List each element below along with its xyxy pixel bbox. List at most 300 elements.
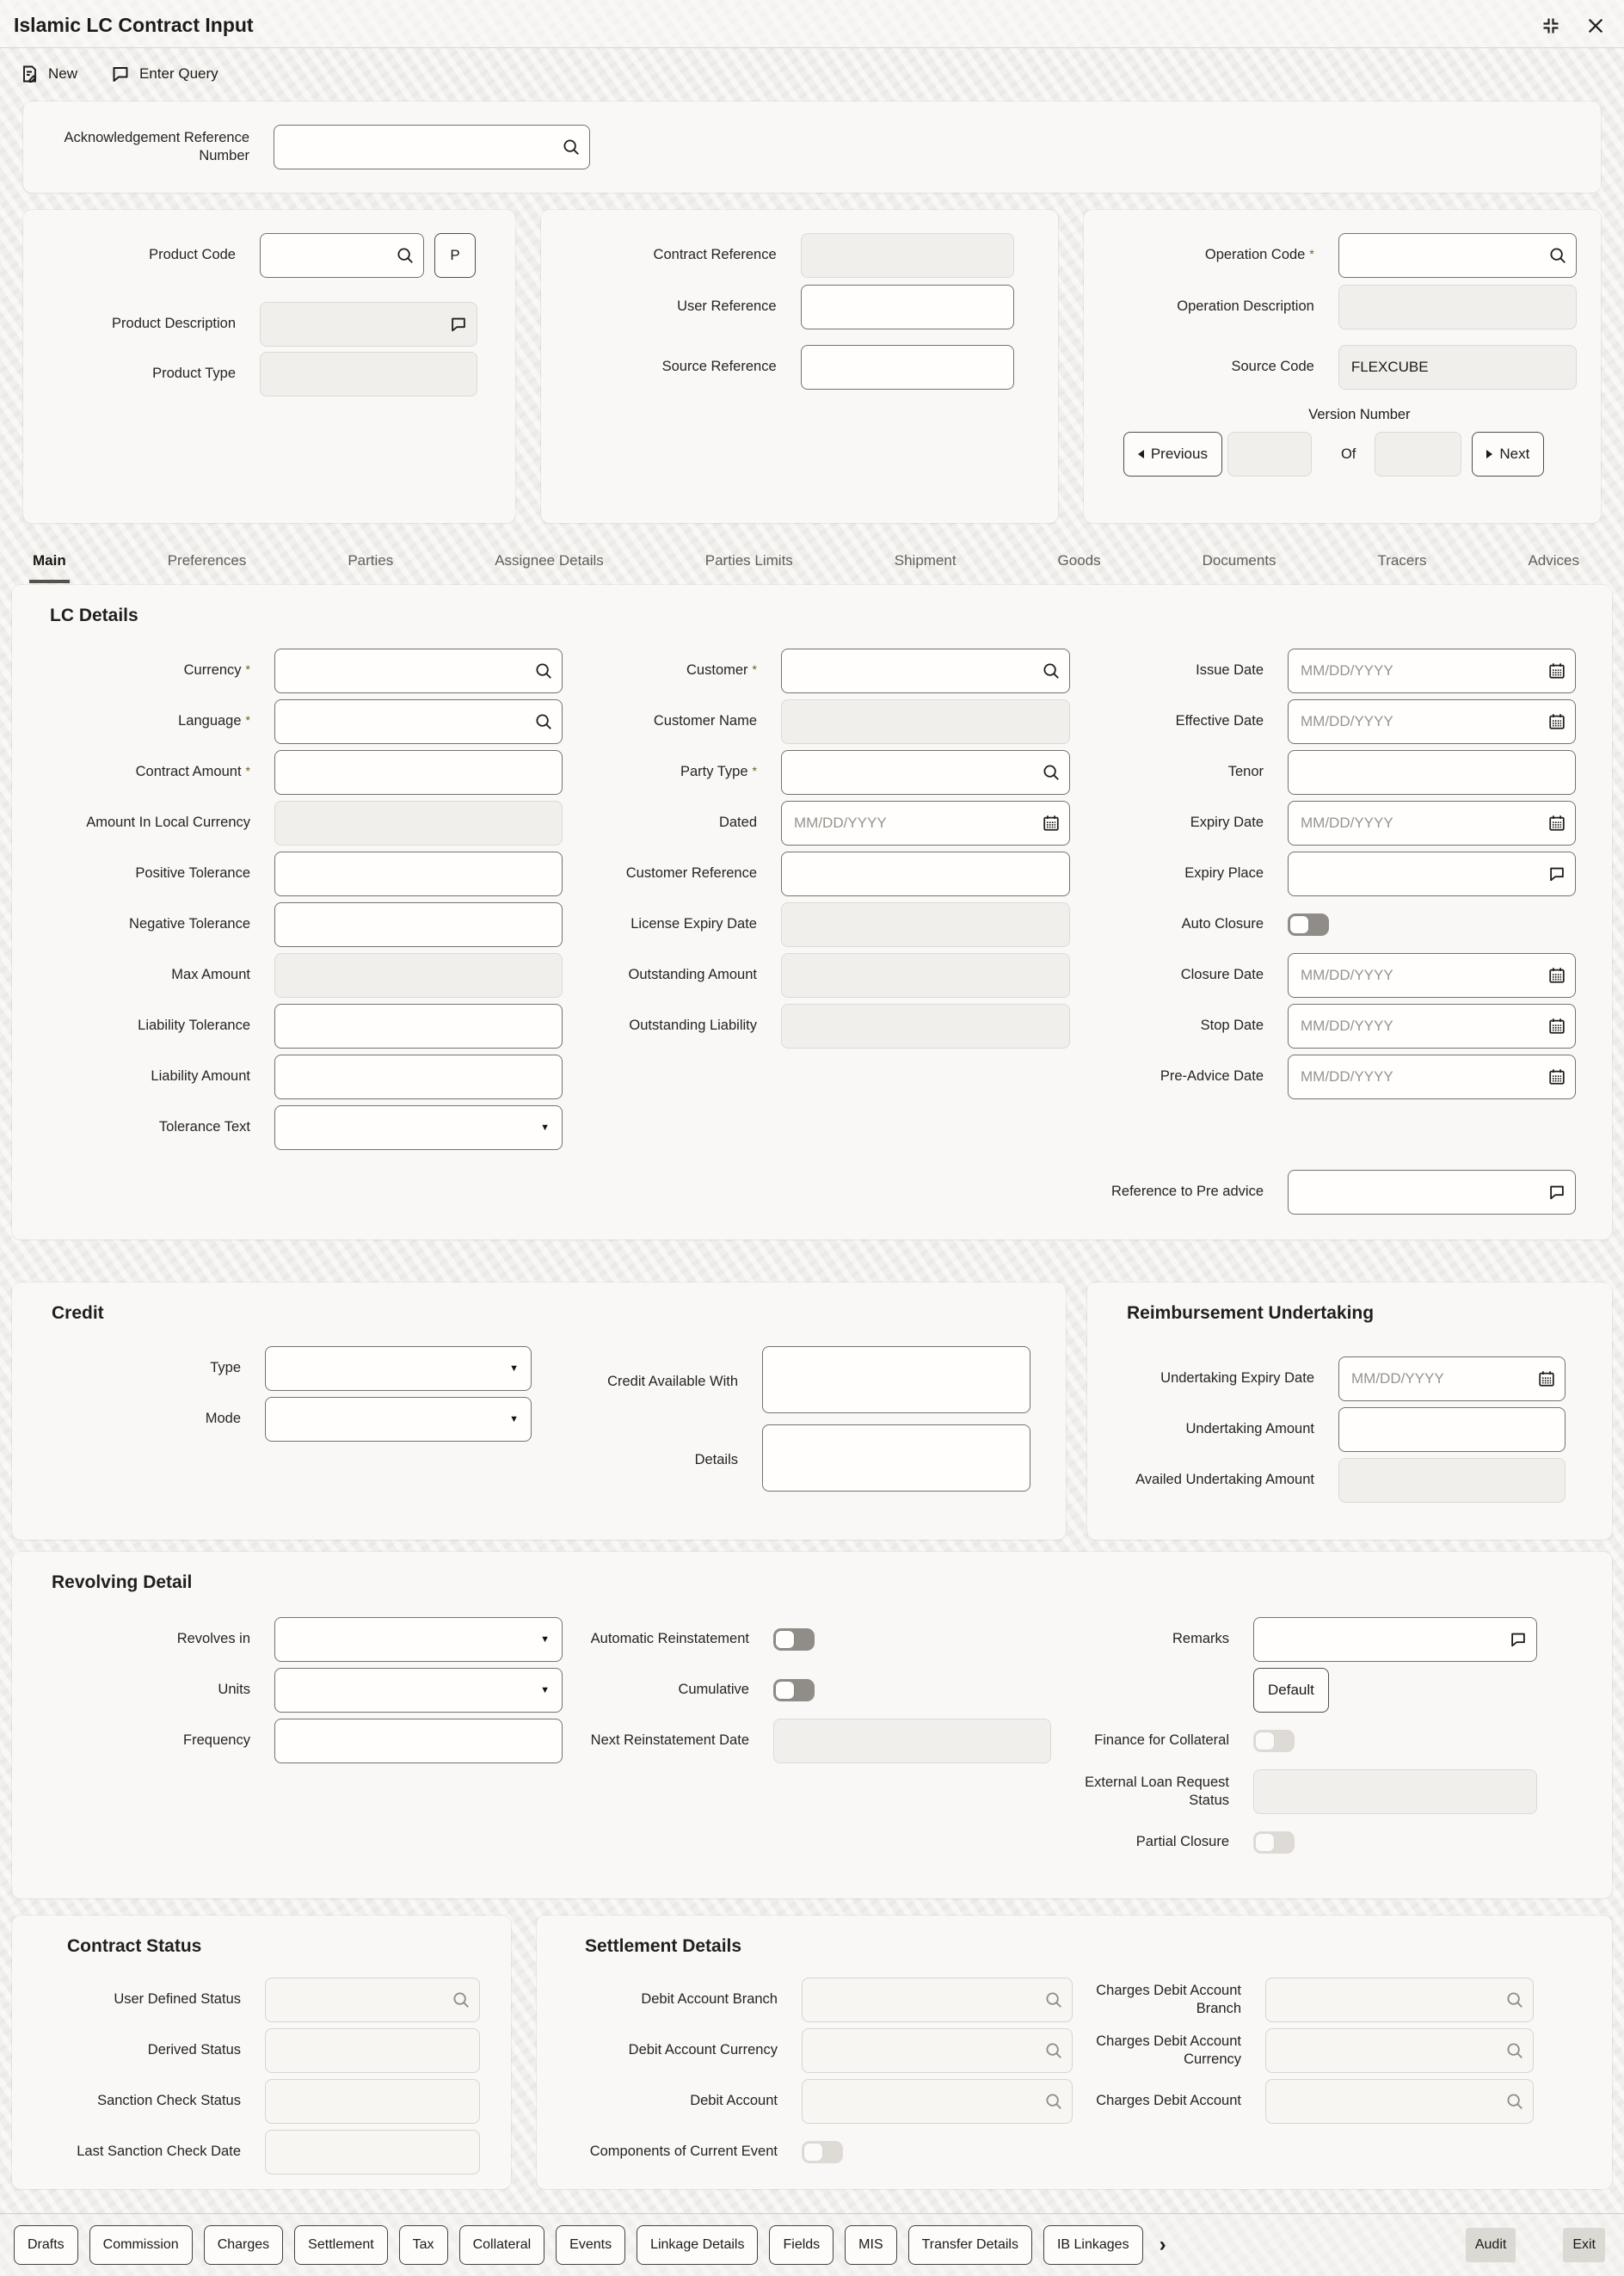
- calendar-icon[interactable]: [1547, 966, 1566, 985]
- product-card: [23, 210, 515, 523]
- field-outstanding-liability: [563, 1004, 1070, 1049]
- tolerance-text-select[interactable]: [274, 1105, 563, 1150]
- required-marker: *: [752, 764, 757, 778]
- undertaking-amount-label: Undertaking Amount: [1185, 1421, 1314, 1437]
- lc-details-heading: LC Details: [50, 606, 138, 625]
- field-last-sanction-check-date: [12, 2130, 511, 2175]
- customer-label-text: Customer: [686, 662, 748, 679]
- components-current-event-toggle: [802, 2141, 843, 2163]
- linkage-details-button[interactable]: Linkage Details: [637, 2225, 758, 2265]
- tax-button[interactable]: Tax: [399, 2225, 448, 2265]
- party-type-input[interactable]: [781, 750, 1070, 795]
- contract-amount-label-text: Contract Amount: [135, 764, 242, 780]
- action-toolbar: [0, 48, 1624, 96]
- revolving-detail-card: [12, 1552, 1612, 1898]
- field-product-type: [23, 352, 515, 397]
- debit-account-currency-input: [802, 2028, 1073, 2073]
- liability-amount-label: Liability Amount: [151, 1068, 250, 1085]
- cumulative-toggle[interactable]: [773, 1679, 815, 1701]
- charges-debit-account-branch-input: [1265, 1978, 1534, 2022]
- user-defined-status-label: User Defined Status: [114, 1991, 241, 2008]
- currency-input[interactable]: [274, 649, 563, 693]
- calendar-icon[interactable]: [1547, 1017, 1566, 1036]
- outstanding-amount-label: Outstanding Amount: [628, 967, 757, 983]
- search-icon[interactable]: [534, 661, 553, 680]
- language-label-text: Language: [178, 713, 242, 729]
- search-icon: [1505, 1990, 1524, 2009]
- field-undertaking-amount: [1087, 1407, 1612, 1452]
- settlement-column-1: [537, 1978, 1073, 2181]
- charges-debit-account-currency-label: Charges Debit Account Currency: [1096, 2033, 1241, 2067]
- tab-preferences[interactable]: Preferences: [167, 552, 247, 569]
- field-language: [12, 699, 563, 744]
- operation-description-label: Operation Description: [1177, 298, 1314, 315]
- customer-name-label: Customer Name: [653, 713, 757, 729]
- credit-available-with-label: Credit Available With: [607, 1373, 738, 1389]
- field-debit-account: [537, 2079, 1073, 2124]
- enter-query-button[interactable]: [110, 64, 218, 84]
- field-stop-date: [1070, 1004, 1576, 1049]
- credit-details-textarea[interactable]: [762, 1424, 1030, 1492]
- contract-reference-label: Contract Reference: [653, 247, 777, 263]
- field-availed-undertaking-amount: [1087, 1458, 1612, 1503]
- charges-debit-account-currency-input: [1265, 2028, 1534, 2073]
- credit-available-with-textarea[interactable]: [762, 1346, 1030, 1413]
- field-pre-advice-date: [1070, 1055, 1576, 1099]
- stop-date-label: Stop Date: [1200, 1018, 1264, 1034]
- last-sanction-check-date-label: Last Sanction Check Date: [77, 2144, 241, 2160]
- field-license-expiry-date: [563, 902, 1070, 947]
- chevron-down-icon[interactable]: ▼: [509, 1363, 519, 1374]
- lc-column-2: [563, 649, 1070, 1055]
- field-derived-status: [12, 2028, 511, 2073]
- calendar-icon[interactable]: [1042, 814, 1061, 833]
- remarks-label: Remarks: [1172, 1631, 1229, 1647]
- stop-date-input[interactable]: [1288, 1004, 1576, 1049]
- customer-reference-input[interactable]: [781, 852, 1070, 896]
- field-credit-type: [12, 1346, 532, 1391]
- chevron-right-icon[interactable]: ›: [1159, 2233, 1166, 2256]
- pre-advice-date-input[interactable]: [1288, 1055, 1576, 1099]
- search-icon: [1505, 2041, 1524, 2060]
- ib-linkages-button[interactable]: IB Linkages: [1043, 2225, 1143, 2265]
- version-of-label: Of: [1340, 446, 1356, 462]
- form-body: [0, 101, 1624, 2213]
- product-description-label: Product Description: [112, 316, 236, 332]
- currency-label-text: Currency: [183, 662, 242, 679]
- party-type-label-text: Party Type: [680, 764, 748, 780]
- user-defined-status-input: [265, 1978, 480, 2022]
- language-input[interactable]: [274, 699, 563, 744]
- field-debit-account-branch: [537, 1978, 1073, 2022]
- operation-code-input[interactable]: [1338, 233, 1577, 278]
- max-amount-label: Max Amount: [171, 967, 250, 983]
- product-description-input: [260, 302, 477, 347]
- tab-advices[interactable]: Advices: [1528, 552, 1579, 569]
- field-charges-debit-account-currency: [1079, 2028, 1534, 2073]
- field-positive-tolerance: [12, 852, 563, 896]
- restore-window-icon[interactable]: [1540, 15, 1562, 37]
- audit-button[interactable]: Audit: [1466, 2228, 1516, 2262]
- credit-details-label: Details: [694, 1451, 738, 1467]
- tenor-label: Tenor: [1227, 764, 1264, 780]
- lc-column-3: [1070, 649, 1576, 1221]
- last-sanction-check-date-input: [265, 2130, 480, 2175]
- cumulative-label: Cumulative: [678, 1682, 749, 1698]
- bottom-action-bar: [0, 2213, 1624, 2276]
- language-label: [12, 712, 274, 730]
- license-expiry-date-label: License Expiry Date: [631, 916, 757, 932]
- field-outstanding-amount: [563, 953, 1070, 998]
- chevron-down-icon[interactable]: ▼: [540, 1685, 550, 1695]
- issue-date-label: Issue Date: [1196, 662, 1264, 679]
- automatic-reinstatement-label: Automatic Reinstatement: [590, 1631, 749, 1647]
- credit-heading: Credit: [52, 1303, 104, 1323]
- search-icon[interactable]: [1042, 763, 1061, 782]
- chevron-down-icon[interactable]: ▼: [540, 1634, 550, 1645]
- field-operation-description: [1084, 285, 1601, 329]
- tab-documents[interactable]: Documents: [1202, 552, 1276, 569]
- calendar-icon[interactable]: [1547, 712, 1566, 731]
- drafts-button[interactable]: Drafts: [14, 2225, 78, 2265]
- settlement-details-card: [537, 1916, 1612, 2189]
- field-dated: [563, 801, 1070, 846]
- debit-account-currency-label: Debit Account Currency: [628, 2042, 778, 2058]
- field-revolves-in: [12, 1617, 563, 1662]
- debit-account-branch-label: Debit Account Branch: [641, 1991, 778, 2008]
- credit-card: [12, 1283, 1066, 1540]
- field-components-current-event: [537, 2130, 1073, 2175]
- ack-reference-label: Acknowledgement Reference Number: [64, 129, 249, 163]
- field-customer-name: [563, 699, 1070, 744]
- required-marker: *: [245, 764, 250, 778]
- search-icon: [1505, 2092, 1524, 2111]
- charges-debit-account-input: [1265, 2079, 1534, 2124]
- field-source-code: [1084, 345, 1601, 390]
- search-icon: [1044, 2092, 1063, 2111]
- previous-triangle-icon: [1138, 450, 1144, 458]
- expiry-place-label: Expiry Place: [1184, 865, 1264, 882]
- new-button-label: New: [48, 65, 78, 82]
- search-icon[interactable]: [562, 138, 581, 157]
- product-type-label: Product Type: [152, 366, 236, 382]
- operation-card: [1084, 210, 1601, 523]
- components-current-event-label: Components of Current Event: [589, 2144, 778, 2160]
- speech-bubble-icon[interactable]: [1547, 864, 1566, 883]
- customer-input[interactable]: [781, 649, 1070, 693]
- revolving-detail-heading: Revolving Detail: [52, 1572, 193, 1592]
- finance-for-collateral-label: Finance for Collateral: [1094, 1732, 1229, 1749]
- positive-tolerance-input[interactable]: [274, 852, 563, 896]
- partial-closure-label: Partial Closure: [1135, 1834, 1229, 1850]
- search-icon[interactable]: [1548, 246, 1567, 265]
- field-amount-local-currency: [12, 801, 563, 846]
- field-remarks: [1051, 1617, 1537, 1662]
- commission-button[interactable]: Commission: [89, 2225, 193, 2265]
- license-expiry-date-input: [781, 902, 1070, 947]
- speech-bubble-icon[interactable]: [1547, 1183, 1566, 1202]
- field-auto-closure: [1070, 902, 1576, 947]
- field-expiry-date: [1070, 801, 1576, 846]
- source-code-input: [1338, 345, 1577, 390]
- max-amount-input: [274, 953, 563, 998]
- field-automatic-reinstatement: [563, 1617, 1051, 1662]
- charges-debit-account-label: Charges Debit Account: [1096, 2093, 1241, 2109]
- auto-closure-label: Auto Closure: [1181, 916, 1264, 932]
- close-icon[interactable]: [1584, 15, 1607, 37]
- dated-input[interactable]: [781, 801, 1070, 846]
- source-reference-input[interactable]: [801, 345, 1014, 390]
- tenor-input[interactable]: [1288, 750, 1576, 795]
- liability-amount-input[interactable]: [274, 1055, 563, 1099]
- field-external-loan-request-status: [1051, 1769, 1537, 1814]
- units-select[interactable]: [274, 1668, 563, 1713]
- new-button[interactable]: [19, 64, 77, 84]
- field-product-description: [23, 302, 515, 347]
- amount-local-currency-label: Amount In Local Currency: [86, 815, 250, 831]
- sanction-check-status-input: [265, 2079, 480, 2124]
- field-liability-tolerance: [12, 1004, 563, 1049]
- field-product-code: [23, 233, 515, 278]
- effective-date-label: Effective Date: [1175, 713, 1264, 729]
- settlement-details-heading: Settlement Details: [585, 1936, 742, 1956]
- field-default: [1051, 1668, 1537, 1713]
- credit-type-label: Type: [210, 1360, 241, 1376]
- sanction-check-status-label: Sanction Check Status: [97, 2093, 241, 2109]
- field-undertaking-expiry-date: [1087, 1356, 1612, 1401]
- remarks-input[interactable]: [1253, 1617, 1537, 1662]
- revolving-column-3: [1051, 1617, 1537, 1871]
- negative-tolerance-input[interactable]: [274, 902, 563, 947]
- reference-pre-advice-label: Reference to Pre advice: [1110, 1184, 1264, 1200]
- search-icon[interactable]: [534, 712, 553, 731]
- field-customer: [563, 649, 1070, 693]
- auto-closure-toggle[interactable]: [1288, 913, 1329, 936]
- field-cumulative: [563, 1668, 1051, 1713]
- operation-code-label: [1084, 246, 1338, 264]
- tab-parties-limits[interactable]: Parties Limits: [704, 552, 793, 569]
- field-source-reference: [541, 345, 1058, 390]
- default-button[interactable]: Default: [1253, 1668, 1329, 1713]
- closure-date-input[interactable]: [1288, 953, 1576, 998]
- outstanding-liability-input: [781, 1004, 1070, 1049]
- field-credit-details: [563, 1424, 1030, 1496]
- issue-date-input[interactable]: [1288, 649, 1576, 693]
- reimbursement-card: [1087, 1283, 1612, 1540]
- reimbursement-column: [1087, 1356, 1612, 1503]
- next-reinstatement-date-input: [773, 1719, 1051, 1763]
- tab-goods[interactable]: Goods: [1057, 552, 1101, 569]
- outstanding-liability-label: Outstanding Liability: [629, 1018, 757, 1034]
- field-next-reinstatement-date: [563, 1719, 1051, 1763]
- speech-bubble-icon[interactable]: [449, 315, 468, 334]
- transfer-details-button[interactable]: Transfer Details: [908, 2225, 1032, 2265]
- revolving-column-2: [563, 1617, 1051, 1769]
- derived-status-label: Derived Status: [147, 2042, 241, 2058]
- frequency-input[interactable]: [274, 1719, 563, 1763]
- calendar-icon[interactable]: [1537, 1369, 1556, 1388]
- revolves-in-label: Revolves in: [176, 1631, 250, 1647]
- effective-date-input[interactable]: [1288, 699, 1576, 744]
- customer-reference-label: Customer Reference: [625, 865, 757, 882]
- window-header: [0, 0, 1624, 48]
- field-negative-tolerance: [12, 902, 563, 947]
- tolerance-text-label: Tolerance Text: [158, 1119, 250, 1135]
- undertaking-expiry-date-input[interactable]: [1338, 1356, 1566, 1401]
- expiry-place-input[interactable]: [1288, 852, 1576, 896]
- contract-status-card: [12, 1916, 511, 2189]
- liability-tolerance-label: Liability Tolerance: [138, 1018, 250, 1034]
- outstanding-amount-input: [781, 953, 1070, 998]
- contract-status-column: [12, 1978, 511, 2175]
- required-marker: *: [1309, 247, 1314, 261]
- contract-status-heading: Contract Status: [67, 1936, 202, 1956]
- credit-type-select[interactable]: [265, 1346, 532, 1391]
- availed-undertaking-amount-label: Availed Undertaking Amount: [1135, 1472, 1314, 1488]
- ack-reference-input[interactable]: [274, 125, 590, 169]
- next-triangle-icon: [1486, 450, 1492, 458]
- customer-label: [563, 661, 781, 680]
- field-finance-for-collateral: [1051, 1719, 1537, 1763]
- contract-tab-bar: [12, 544, 1612, 583]
- speech-bubble-icon[interactable]: [1509, 1630, 1528, 1649]
- calendar-icon[interactable]: [1547, 1067, 1566, 1086]
- derived-status-input: [265, 2028, 480, 2073]
- events-button[interactable]: Events: [556, 2225, 625, 2265]
- external-loan-request-status-label: External Loan Request Status: [1085, 1774, 1229, 1808]
- search-icon: [1044, 2041, 1063, 2060]
- next-reinstatement-date-label: Next Reinstatement Date: [590, 1732, 749, 1749]
- acknowledgement-card: [23, 101, 1601, 193]
- charges-button[interactable]: Charges: [204, 2225, 283, 2265]
- exit-button[interactable]: Exit: [1563, 2228, 1605, 2262]
- field-units: [12, 1668, 563, 1713]
- debit-account-label: Debit Account: [690, 2093, 778, 2109]
- calendar-icon[interactable]: [1547, 814, 1566, 833]
- next-version-button[interactable]: [1472, 432, 1544, 477]
- page-title: Islamic LC Contract Input: [14, 14, 254, 36]
- units-label: Units: [218, 1682, 250, 1698]
- field-ack-reference: [23, 125, 590, 169]
- field-contract-amount: [12, 750, 563, 795]
- settlement-button[interactable]: Settlement: [294, 2225, 387, 2265]
- product-code-label: Product Code: [149, 247, 236, 263]
- field-debit-account-currency: [537, 2028, 1073, 2073]
- next-label: Next: [1499, 446, 1530, 462]
- required-marker: *: [752, 662, 757, 677]
- field-party-type: [563, 750, 1070, 795]
- search-icon[interactable]: [396, 246, 415, 265]
- field-user-defined-status: [12, 1978, 511, 2022]
- field-expiry-place: [1070, 852, 1576, 896]
- expiry-date-input[interactable]: [1288, 801, 1576, 846]
- tab-shipment[interactable]: Shipment: [894, 552, 957, 569]
- required-marker: *: [245, 713, 250, 728]
- field-effective-date: [1070, 699, 1576, 744]
- customer-name-input: [781, 699, 1070, 744]
- collateral-button[interactable]: Collateral: [459, 2225, 545, 2265]
- previous-version-button[interactable]: [1123, 432, 1222, 477]
- amount-local-currency-input: [274, 801, 563, 846]
- credit-column-2: [563, 1346, 1030, 1502]
- contract-reference-input: [801, 233, 1014, 278]
- field-max-amount: [12, 953, 563, 998]
- debit-account-branch-input: [802, 1978, 1073, 2022]
- tab-tracers[interactable]: Tracers: [1377, 552, 1427, 569]
- version-total-input: [1375, 432, 1461, 477]
- required-marker: *: [245, 662, 250, 677]
- operation-description-input: [1338, 285, 1577, 329]
- availed-undertaking-amount-input: [1338, 1458, 1566, 1503]
- product-populate-button[interactable]: P: [434, 233, 476, 278]
- closure-date-label: Closure Date: [1180, 967, 1264, 983]
- contract-amount-input[interactable]: [274, 750, 563, 795]
- source-reference-label: Source Reference: [661, 359, 777, 375]
- field-closure-date: [1070, 953, 1576, 998]
- chevron-down-icon[interactable]: ▼: [540, 1123, 550, 1133]
- fields-button[interactable]: Fields: [769, 2225, 834, 2265]
- reference-pre-advice-input[interactable]: [1288, 1170, 1576, 1215]
- contract-amount-label: [12, 763, 274, 781]
- chevron-down-icon[interactable]: ▼: [509, 1414, 519, 1424]
- field-charges-debit-account-branch: [1079, 1978, 1534, 2022]
- operation-code-label-text: Operation Code: [1204, 247, 1306, 263]
- reimbursement-heading: Reimbursement Undertaking: [1127, 1303, 1375, 1323]
- dated-label: Dated: [718, 815, 757, 831]
- previous-label: Previous: [1150, 446, 1208, 462]
- liability-tolerance-input[interactable]: [274, 1004, 563, 1049]
- expiry-date-label: Expiry Date: [1190, 815, 1264, 831]
- field-liability-amount: [12, 1055, 563, 1099]
- calendar-icon[interactable]: [1547, 661, 1566, 680]
- search-icon: [1044, 1990, 1063, 2009]
- search-icon[interactable]: [1042, 661, 1061, 680]
- tab-main[interactable]: Main: [29, 544, 70, 583]
- negative-tolerance-label: Negative Tolerance: [129, 916, 250, 932]
- field-reference-pre-advice: [1070, 1170, 1576, 1215]
- field-tenor: [1070, 750, 1576, 795]
- field-partial-closure: [1051, 1820, 1537, 1865]
- lc-details-card: [12, 585, 1612, 1239]
- search-icon: [452, 1990, 471, 2009]
- field-issue-date: [1070, 649, 1576, 693]
- undertaking-expiry-date-label: Undertaking Expiry Date: [1160, 1370, 1314, 1387]
- revolving-column-1: [12, 1617, 563, 1769]
- product-type-input: [260, 352, 477, 397]
- enter-query-label: Enter Query: [139, 65, 218, 82]
- party-type-label: [563, 763, 781, 781]
- revolves-in-select[interactable]: [274, 1617, 563, 1662]
- undertaking-amount-input[interactable]: [1338, 1407, 1566, 1452]
- version-current-input: [1227, 432, 1312, 477]
- mis-button[interactable]: MIS: [845, 2225, 896, 2265]
- credit-mode-select[interactable]: [265, 1397, 532, 1442]
- user-reference-input[interactable]: [801, 285, 1014, 329]
- version-navigator: [1084, 432, 1601, 477]
- field-credit-mode: [12, 1397, 532, 1442]
- external-loan-request-status-input: [1253, 1769, 1537, 1814]
- finance-for-collateral-toggle: [1253, 1730, 1295, 1752]
- tab-parties[interactable]: Parties: [348, 552, 394, 569]
- field-credit-available-with: [563, 1346, 1030, 1418]
- automatic-reinstatement-toggle[interactable]: [773, 1628, 815, 1651]
- pre-advice-date-label: Pre-Advice Date: [1160, 1068, 1264, 1085]
- user-reference-label: User Reference: [677, 298, 777, 315]
- debit-account-input: [802, 2079, 1073, 2124]
- tab-assignee-details[interactable]: Assignee Details: [495, 552, 604, 569]
- currency-label: [12, 661, 274, 680]
- lc-column-1: [12, 649, 563, 1156]
